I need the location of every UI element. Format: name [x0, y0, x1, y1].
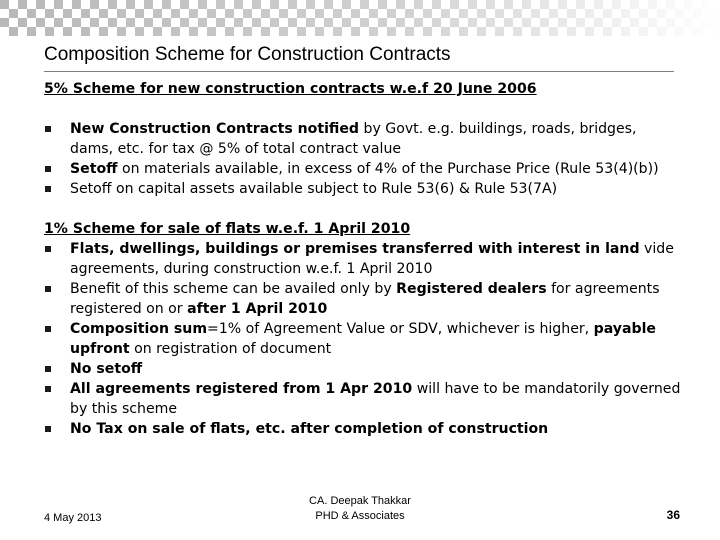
- bullet-text-bold: No Tax on sale of flats, etc. after completion of construction: [70, 421, 549, 437]
- bullet-text: on materials available, in excess of 4% of the Purchase Price (Rule 53(4)(b)): [117, 161, 659, 177]
- bullet-item: [44, 279, 684, 319]
- bullet-item: [44, 379, 684, 419]
- bullet-item: [44, 159, 684, 179]
- checkered-header-decoration: [0, 0, 720, 36]
- slide-body: [44, 79, 684, 439]
- bullet-text: vide agreements, during construction w.e.f. 1 April 2010: [70, 241, 674, 277]
- bullet-text-bold: No setoff: [70, 361, 143, 377]
- bullet-text-bold: Composition sum: [70, 321, 208, 337]
- bullet-text: by Govt. e.g. buildings, roads, bridges, dams, etc. for tax @ 5% of total contract value: [70, 121, 637, 157]
- bullet-text: Benefit of this scheme can be availed only by: [70, 281, 397, 297]
- page-number: 36: [666, 508, 680, 522]
- footer-presenter-name: CA. Deepak Thakkar: [309, 495, 411, 507]
- bullet-text: for agreements registered on or: [70, 281, 660, 317]
- bullet-text-bold: Registered dealers: [396, 281, 547, 297]
- bullet-text: Setoff on capital assets available subject to Rule 53(6) & Rule 53(7A): [70, 181, 558, 197]
- square-bullet-icon: [45, 186, 51, 192]
- bullet-item: [44, 419, 684, 439]
- footer-date: 4 May 2013: [44, 512, 102, 524]
- title-divider: [44, 71, 674, 72]
- bullet-list-5pct-scheme: [44, 119, 684, 199]
- square-bullet-icon: [45, 126, 51, 132]
- bullet-item: [44, 239, 684, 279]
- square-bullet-icon: [45, 166, 51, 172]
- footer-presenter-firm: PHD & Associates: [315, 510, 405, 522]
- section-heading-1pct-scheme: 1% Scheme for sale of flats w.e.f. 1 April 2010: [44, 221, 411, 237]
- square-bullet-icon: [45, 426, 51, 432]
- bullet-text-bold: New Construction Contracts notified: [70, 121, 360, 137]
- bullet-text-bold: payable upfront: [70, 321, 656, 357]
- bullet-list-1pct-scheme: [44, 239, 684, 439]
- square-bullet-icon: [45, 326, 51, 332]
- bullet-text-bold: after 1 April 2010: [187, 301, 328, 317]
- bullet-text-bold: All agreements registered from 1 Apr 2010: [70, 381, 413, 397]
- bullet-text-bold: Flats, dwellings, buildings or premises transferred with interest in land: [70, 241, 640, 257]
- slide-title: Composition Scheme for Construction Contracts: [44, 44, 451, 65]
- square-bullet-icon: [45, 286, 51, 292]
- bullet-item: [44, 359, 684, 379]
- bullet-item: [44, 319, 684, 359]
- square-bullet-icon: [45, 366, 51, 372]
- bullet-item: [44, 119, 684, 159]
- square-bullet-icon: [45, 246, 51, 252]
- square-bullet-icon: [45, 386, 51, 392]
- bullet-text-bold: Setoff: [70, 161, 118, 177]
- footer-presenter: [275, 494, 445, 524]
- bullet-item: [44, 179, 684, 199]
- section-heading-5pct-scheme: 5% Scheme for new construction contracts w.e.f 20 June 2006: [44, 81, 537, 97]
- bullet-text: on registration of document: [129, 341, 332, 357]
- bullet-text: will have to be mandatorily governed by this scheme: [70, 381, 681, 417]
- bullet-text: =1% of Agreement Value or SDV, whichever is higher,: [207, 321, 594, 337]
